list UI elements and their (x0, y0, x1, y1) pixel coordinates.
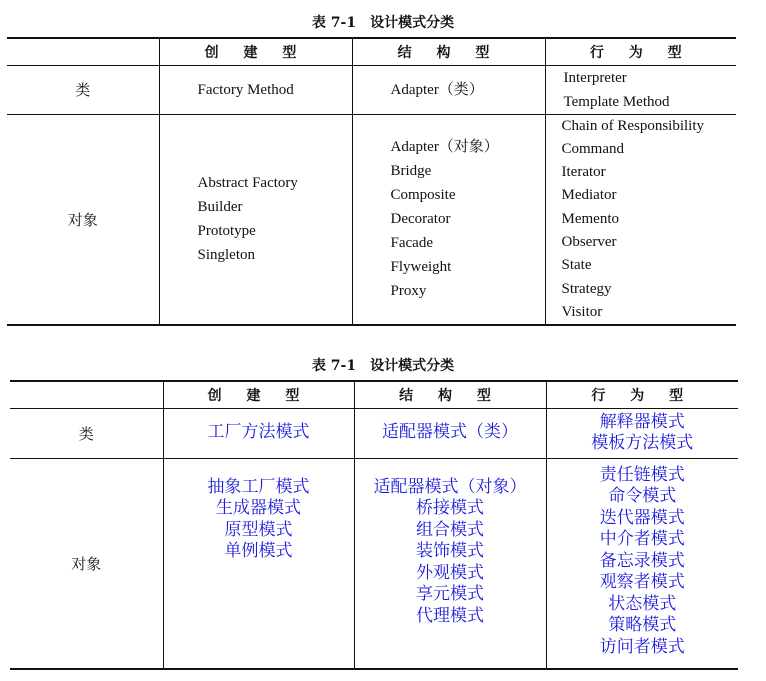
pattern-name: 工厂方法模式 (207, 422, 310, 443)
pattern-name: Adapter（类） (390, 81, 484, 98)
table2-object-behavioral (546, 458, 738, 669)
pattern-name: 单例模式 (224, 541, 293, 561)
pattern-name: 装饰模式 (416, 541, 484, 561)
pattern-name: Facade (390, 234, 433, 251)
table1-object-label: 对象 (67, 210, 98, 229)
table1-class-creational (159, 65, 352, 114)
pattern-name: Chain of Responsibility (561, 117, 704, 134)
table1-class-label: 类 (75, 81, 91, 99)
table1-header-empty (7, 38, 159, 65)
table2-header-structural: 结 构 型 (354, 381, 546, 408)
table2-header-behavioral: 行 为 型 (546, 381, 738, 408)
table2-class-row (10, 408, 738, 458)
table1-object-structural (352, 114, 545, 325)
pattern-name: 访问者模式 (599, 636, 685, 657)
table1-class-structural (352, 65, 545, 114)
table2-class-creational (163, 408, 354, 458)
table1-caption (0, 12, 766, 32)
pattern-name: 原型模式 (224, 519, 293, 540)
table1-caption-title: 设计模式分类 (370, 15, 455, 31)
pattern-name: Singleton (197, 247, 256, 264)
pattern-name: Iterator (561, 164, 606, 181)
table2-caption-title: 设计模式分类 (370, 358, 455, 374)
table2-caption-number: 表 7-1 (311, 358, 357, 374)
pattern-name: 外观模式 (416, 562, 484, 583)
pattern-name: Decorator (390, 210, 451, 227)
pattern-name: Prototype (197, 223, 256, 240)
pattern-name: Memento (561, 210, 619, 227)
pattern-name: Strategy (561, 280, 612, 297)
table2-object-label: 对象 (71, 554, 102, 573)
pattern-name: Flyweight (390, 258, 452, 275)
pattern-name: 享元模式 (416, 584, 484, 604)
pattern-name: Adapter（对象） (390, 138, 499, 155)
pattern-name: Bridge (390, 162, 432, 179)
pattern-name: Interpreter (563, 69, 627, 86)
table1-header-structural: 结 构 型 (352, 38, 545, 65)
pattern-name: Template Method (563, 93, 670, 110)
pattern-name: 中介者模式 (599, 529, 685, 549)
table1-header-row (7, 38, 736, 65)
table2-header-empty (10, 381, 163, 408)
table2-object-row (10, 458, 738, 669)
pattern-name: 组合模式 (416, 519, 484, 540)
pattern-name: 迭代器模式 (599, 507, 685, 528)
pattern-name: Builder (197, 199, 243, 216)
pattern-name: 抽象工厂模式 (207, 476, 310, 497)
pattern-name: 适配器模式（对象） (373, 476, 527, 497)
table1-class-row (7, 65, 736, 114)
table1-class-behavioral (545, 65, 736, 114)
pattern-name: 桥接模式 (416, 498, 484, 518)
pattern-name: Visitor (561, 303, 603, 320)
pattern-name: 代理模式 (416, 605, 484, 626)
pattern-name: 状态模式 (608, 593, 677, 614)
table2-object-creational (163, 458, 354, 669)
table2-class-label: 类 (78, 424, 94, 443)
pattern-name: Abstract Factory (197, 175, 298, 192)
pattern-name: 观察者模式 (599, 572, 685, 592)
pattern-name: Composite (390, 186, 456, 203)
table2-class-behavioral (546, 408, 738, 458)
pattern-name: 责任链模式 (599, 464, 685, 485)
table1-object-row (7, 114, 736, 325)
pattern-name: 解释器模式 (599, 411, 685, 432)
table2-caption (0, 355, 766, 375)
pattern-name: Command (561, 140, 624, 157)
pattern-name: Proxy (390, 282, 427, 299)
pattern-name: 备忘录模式 (599, 550, 685, 571)
pattern-name: 适配器模式（类） (382, 422, 518, 443)
table1-object-behavioral (545, 114, 736, 325)
pattern-name: 模板方法模式 (591, 433, 694, 453)
pattern-name: State (561, 257, 592, 274)
table2-object-structural (354, 458, 546, 669)
table1-caption-number: 表 7-1 (311, 15, 357, 31)
pattern-name: 生成器模式 (216, 498, 301, 518)
design-patterns-table-english (7, 37, 736, 326)
pattern-name: Mediator (561, 187, 617, 204)
pattern-name: 策略模式 (608, 615, 677, 635)
pattern-name: Observer (561, 233, 617, 250)
design-patterns-table-chinese (10, 380, 738, 670)
table2-class-structural (354, 408, 546, 458)
pattern-name: 命令模式 (608, 486, 677, 506)
table1-header-creational: 创 建 型 (159, 38, 352, 65)
table1-header-behavioral: 行 为 型 (545, 38, 736, 65)
pattern-name: Factory Method (197, 81, 294, 98)
table2-header-creational: 创 建 型 (163, 381, 354, 408)
table2-header-row (10, 381, 738, 408)
table1-object-creational (159, 114, 352, 325)
